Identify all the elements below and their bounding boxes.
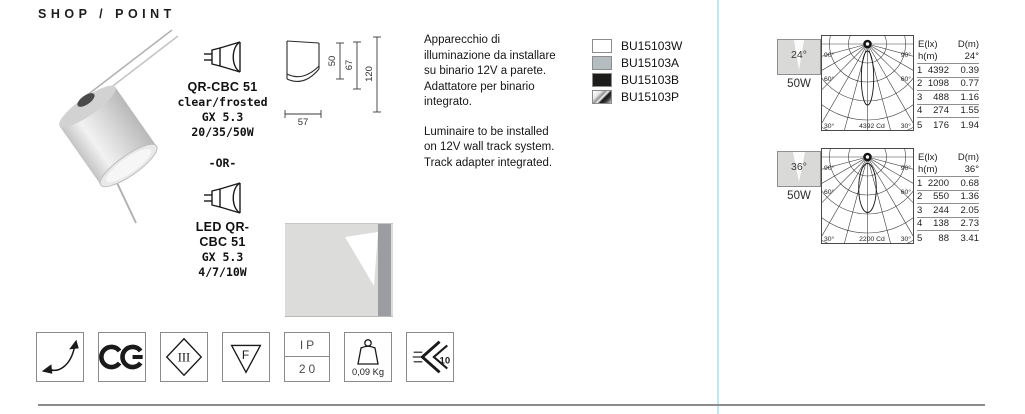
footer-rule [38, 404, 985, 406]
axis-label-60-right: 60° [900, 189, 911, 196]
table-subheader: h(m) 24° [918, 51, 979, 62]
table-row: 2 1098 0.77 [917, 78, 979, 89]
beam-angle-badge-24 [777, 39, 821, 75]
description-italian: Apparecchio di illuminazione da installare su binario 12V a parete. Adattatore per binario integrato. [424, 34, 556, 108]
product-code-list [592, 37, 682, 106]
beam-angle-badge-36 [777, 151, 821, 187]
table-row: 4 274 1.55 [917, 105, 979, 116]
speed-chevron-icon [406, 333, 454, 381]
table-row: 5 88 3.41 [917, 232, 979, 244]
axis-label-30-left: 30° [824, 123, 835, 130]
halogen-lamp-name: QR-CBC 51 [187, 80, 258, 94]
table-header: E(lx) D(m) [918, 151, 979, 163]
led-lamp-name-line1: LED QR- [195, 220, 250, 234]
dim-50: 50 [327, 55, 338, 67]
ip-label: IP [285, 333, 329, 357]
axis-label-30-right: 30° [900, 236, 911, 243]
ip-value: 20 [298, 362, 319, 376]
weight-value: 0,09 Kg [351, 366, 385, 377]
f-mark-label: F [241, 347, 250, 362]
beam-angle-label: 24° [791, 49, 807, 61]
axis-label-90-right: 90° [900, 52, 911, 59]
class-iii-label: III [177, 350, 191, 365]
wall-light-render [285, 223, 393, 317]
ce-mark-badge [98, 332, 146, 382]
led-socket: GX 5.3 [201, 250, 244, 264]
axis-label-30-left: 30° [824, 236, 835, 243]
finish-swatch-aluminium [592, 56, 612, 70]
finish-swatch-white [592, 39, 612, 53]
f-mark-badge [222, 332, 270, 382]
speed-number-label: 10 [439, 355, 451, 367]
halogen-wattage: 20/35/50W [191, 125, 254, 139]
led-wattage: 4/7/10W [198, 265, 247, 279]
lamp-options-column [160, 40, 285, 280]
class-iii-diamond-icon [160, 333, 208, 381]
axis-label-90-right: 90° [900, 165, 911, 172]
dim-67: 67 [344, 59, 355, 71]
candela-label: 4392 Cd [859, 123, 885, 130]
table-row: 1 4392 0.39 [917, 64, 979, 76]
ce-mark-icon [98, 333, 146, 381]
page-divider-line [717, 0, 719, 414]
f-triangle-icon [222, 333, 270, 381]
led-lamp-name-line2: CBC 51 [199, 235, 246, 249]
product-code: BU15103W [621, 38, 683, 53]
speed-badge [406, 332, 454, 382]
dim-57: 57 [297, 117, 309, 128]
code-row-black [592, 71, 682, 88]
product-code: BU15103P [621, 90, 680, 105]
rotation-arrow-icon [36, 333, 84, 381]
illuminance-table-24 [917, 37, 979, 132]
code-row-aluminium [592, 54, 682, 71]
page-title: SHOP / POINT [38, 7, 176, 21]
dim-120: 120 [364, 66, 375, 82]
light-beam-shape [285, 224, 393, 316]
mr16-bulb-icon [200, 181, 246, 215]
product-description [424, 33, 614, 171]
dimension-drawing [278, 28, 383, 143]
polar-diagram-24 [821, 35, 914, 131]
weight-badge [344, 332, 392, 382]
table-row: 3 244 2.05 [917, 204, 979, 216]
product-code: BU15103A [621, 55, 680, 70]
description-english: Luminaire to be installed on 12V wall track system. Track adapter integrated. [424, 125, 555, 169]
code-row-polished [592, 89, 682, 106]
table-row: 4 138 2.73 [917, 218, 979, 229]
axis-label-90-left: 90° [824, 165, 835, 172]
finish-swatch-black [592, 73, 612, 87]
table-row: 1 2200 0.68 [917, 177, 979, 189]
illuminance-table-36 [917, 150, 979, 245]
product-code: BU15103B [621, 72, 680, 87]
candela-label: 2200 Cd [859, 236, 885, 243]
class-iii-badge [160, 332, 208, 382]
halogen-socket: GX 5.3 [201, 110, 244, 124]
axis-label-60-right: 60° [900, 76, 911, 83]
axis-label-30-right: 30° [900, 123, 911, 130]
table-header: E(lx) D(m) [918, 38, 979, 50]
axis-label-90-left: 90° [824, 52, 835, 59]
table-row: 5 176 1.94 [917, 119, 979, 131]
wattage-label: 50W [787, 78, 811, 90]
or-separator: -OR- [208, 156, 237, 170]
table-row: 2 550 1.36 [917, 191, 979, 202]
ip-rating-badge [284, 332, 330, 382]
code-row-white [592, 37, 682, 54]
axis-label-60-left: 60° [824, 76, 835, 83]
halogen-finish: clear/frosted [177, 95, 268, 109]
table-row: 3 488 1.16 [917, 91, 979, 103]
polar-diagram-36 [821, 148, 914, 244]
beam-angle-label: 36° [791, 161, 807, 173]
weight-icon [351, 338, 385, 366]
axis-label-60-left: 60° [824, 189, 835, 196]
mr16-bulb-icon [200, 40, 246, 74]
table-subheader: h(m) 36° [918, 164, 979, 175]
finish-swatch-polished [592, 90, 612, 104]
certification-icons-row [36, 332, 454, 382]
adjustable-rotation-badge [36, 332, 84, 382]
wattage-label: 50W [787, 190, 811, 202]
